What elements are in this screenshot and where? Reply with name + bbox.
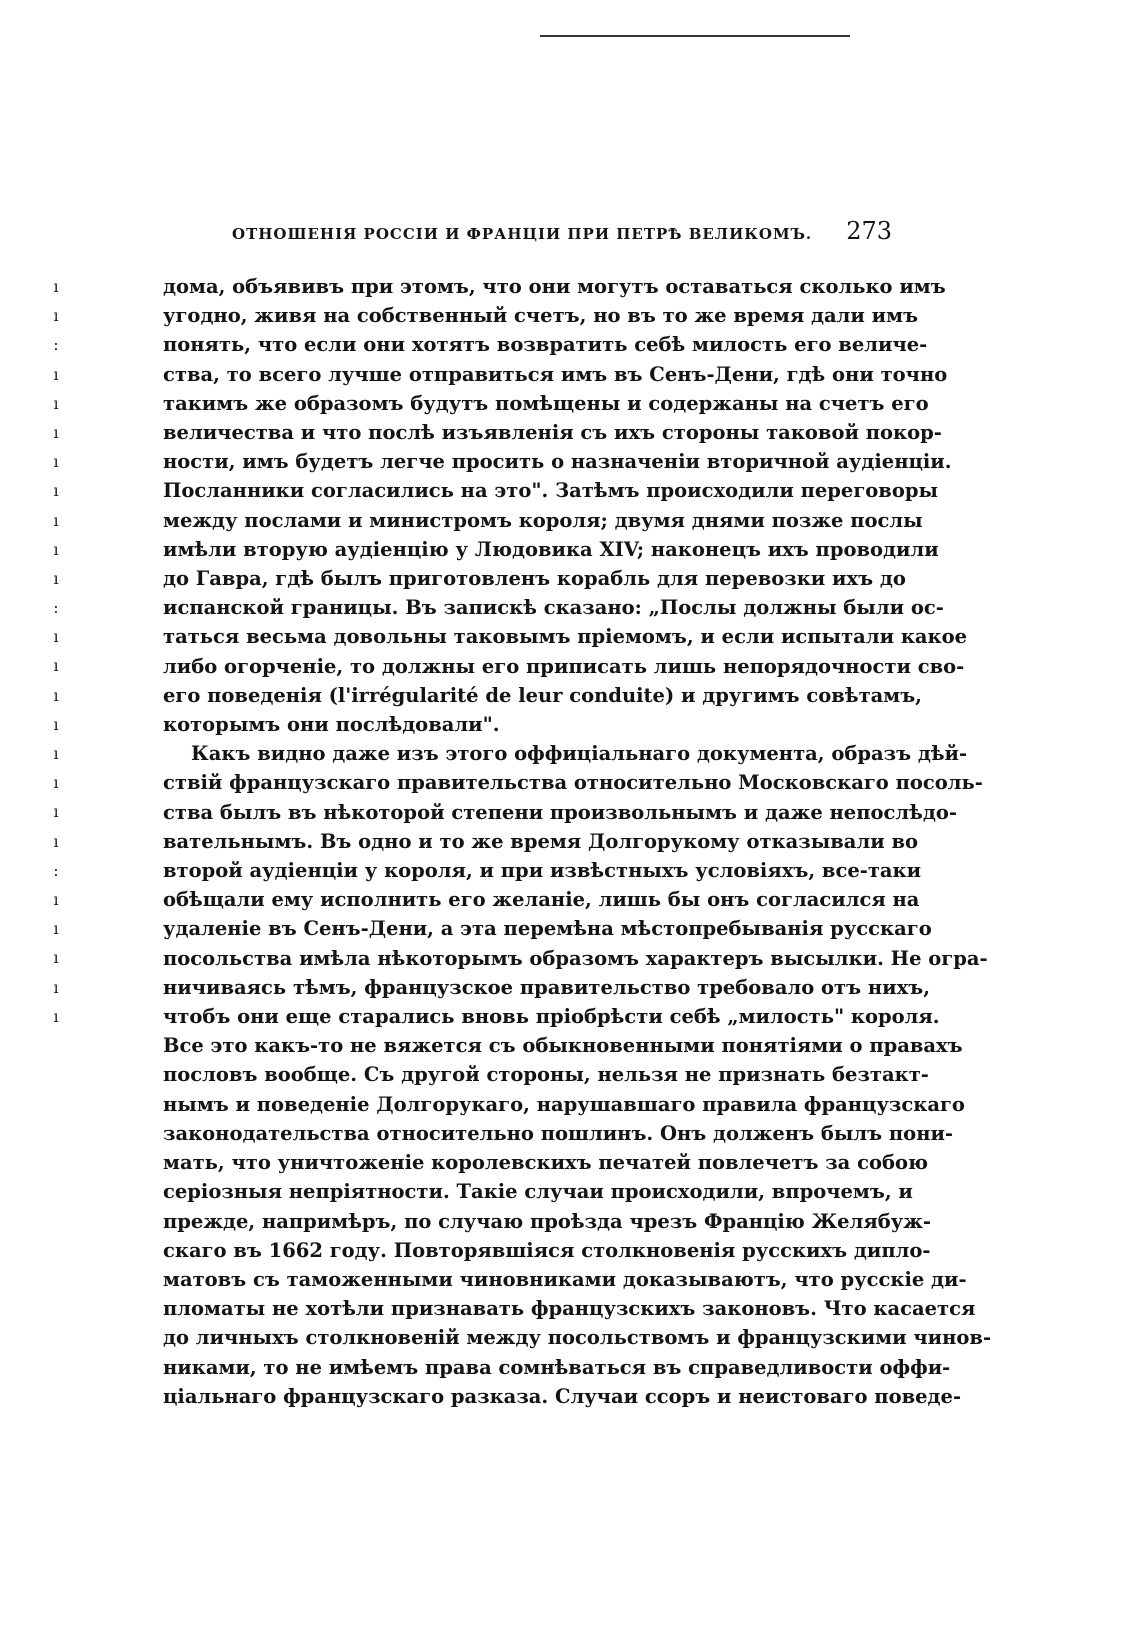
text-line: между послами и министромъ короля; двумя днями позже послы <box>163 508 923 532</box>
margin-mark: ı <box>53 452 59 472</box>
margin-mark: : <box>53 335 59 355</box>
text-line: ства былъ въ нѣкоторой степени произвольнымъ и даже непослѣдо- <box>163 800 957 824</box>
text-line: до личныхъ столкновеній между посольствомъ и французскими чинов- <box>163 1326 992 1350</box>
text-line: ства, то всего лучше отправиться имъ въ Сенъ-Дени, гдѣ они точно <box>163 362 948 386</box>
margin-mark: ı <box>53 568 59 588</box>
text-line: его поведенія (l'irrégularité de leur conduite) и другимъ совѣтамъ, <box>163 683 922 707</box>
text-line: Посланники согласились на это". Затѣмъ происходили переговоры <box>163 479 939 503</box>
margin-mark: ı <box>53 948 59 968</box>
text-line: ности, имъ будетъ легче просить о назначеніи вторичной аудіенціи. <box>163 450 952 474</box>
text-line: чтобъ они еще старались вновь пріобрѣсти себѣ „милость" короля. <box>163 1005 940 1029</box>
text-line: угодно, живя на собственный счетъ, но въ то же время дали имъ <box>163 304 919 328</box>
margin-mark: ı <box>53 481 59 501</box>
text-line: законодательства относительно пошлинъ. Онъ долженъ былъ пони- <box>163 1121 954 1145</box>
margin-mark: ı <box>53 393 59 413</box>
text-line: второй аудіенціи у короля, и при извѣстныхъ условіяхъ, все-таки <box>163 859 922 883</box>
page-header <box>232 217 892 245</box>
text-line: либо огорченіе, то должны его приписать лишь непорядочности сво- <box>163 654 965 678</box>
text-line: вательнымъ. Въ одно и то же время Долгорукому отказывали во <box>163 829 918 853</box>
text-line: мать, что уничтоженіе королевскихъ печатей повлечетъ за собою <box>163 1151 928 1175</box>
margin-mark: ı <box>53 919 59 939</box>
margin-mark: : <box>53 860 59 880</box>
text-line: ствій французскаго правительства относительно Московскаго посоль- <box>163 771 983 795</box>
margin-mark: ı <box>53 539 59 559</box>
margin-mark: ı <box>53 744 59 763</box>
top-rule <box>540 35 850 37</box>
text-line: которымъ они послѣдовали". <box>163 713 500 737</box>
margin-mark: ı <box>53 656 59 676</box>
margin-mark: : <box>53 598 59 618</box>
text-line: ничиваясь тѣмъ, французское правительство требовало отъ нихъ, <box>163 975 930 999</box>
margin-mark: ı <box>53 831 59 851</box>
text-line: скаго въ 1662 году. Повторявшіяся столкновенія русскихъ дипло- <box>163 1238 931 1262</box>
text-line: понять, что если они хотятъ возвратить себѣ милость его величе- <box>163 333 928 357</box>
text-line: таться весьма довольны таковымъ пріемомъ, и если испытали какое <box>163 625 968 649</box>
margin-mark: ı <box>53 364 59 384</box>
margin-mark: ı <box>53 1006 59 1026</box>
text-line: прежде, напримѣръ, по случаю проѣзда чрезъ Францію Желябуж- <box>163 1209 932 1233</box>
margin-mark: ı <box>53 306 59 326</box>
text-line: дома, объявивъ при этомъ, что они могутъ оставаться сколько имъ <box>163 275 946 298</box>
margin-mark: ı <box>53 714 59 734</box>
body-text <box>163 272 992 1411</box>
margin-mark: ı <box>53 422 59 442</box>
text-line: ціальнаго французскаго разказа. Случаи ссоръ и неистоваго поведе- <box>163 1384 962 1408</box>
text-line: обѣщали ему исполнить его желаніе, лишь бы онъ согласился на <box>163 888 920 912</box>
text-line: пломаты не хотѣли признавать французскихъ законовъ. Что касается <box>163 1297 976 1321</box>
text-line: Все это какъ-то не вяжется съ обыкновенными понятіями о правахъ <box>163 1034 963 1058</box>
margin-mark: ı <box>53 510 59 530</box>
text-line: никами, то не имѣемъ права сомнѣваться въ справедливости оффи- <box>163 1355 951 1379</box>
margin-mark: ı <box>53 685 59 705</box>
text-line: Какъ видно даже изъ этого оффиціальнаго документа, образъ дѣй- <box>191 742 968 766</box>
margin-mark: ı <box>53 802 59 822</box>
text-line: имѣли вторую аудіенцію у Людовика XIV; наконецъ ихъ проводили <box>163 537 939 561</box>
paragraph-1 <box>163 272 968 739</box>
paragraph-2 <box>163 739 992 1411</box>
text-line: посольства имѣла нѣкоторымъ образомъ характеръ высылки. Не огра- <box>163 946 988 970</box>
text-line: пословъ вообще. Съ другой стороны, нельзя не признать безтакт- <box>163 1063 929 1087</box>
text-line: величества и что послѣ изъявленія съ ихъ стороны таковой покор- <box>163 421 942 445</box>
text-line: нымъ и поведеніе Долгорукаго, нарушавшаго правила французскаго <box>163 1092 965 1116</box>
text-line: испанской границы. Въ запискѣ сказано: „Послы должны были ос- <box>163 596 944 620</box>
running-title: ОТНОШЕНІЯ РОССІИ И ФРАНЦІИ ПРИ ПЕТРѢ ВЕЛИКОМЪ. <box>232 225 813 243</box>
margin-mark: ı <box>53 889 59 909</box>
text-line: такимъ же образомъ будутъ помѣщены и содержаны на счетъ его <box>163 391 929 415</box>
margin-mark: ı <box>53 977 59 997</box>
margin-mark: ı <box>53 277 59 296</box>
text-line: серіозныя непріятности. Такіе случаи происходили, впрочемъ, и <box>163 1180 913 1204</box>
text-line: удаленіе въ Сенъ-Дени, а эта перемѣна мѣстопребыванія русскаго <box>163 917 932 941</box>
margin-marks <box>52 272 60 1031</box>
page-number: 273 <box>846 217 892 245</box>
text-line: до Гавра, гдѣ былъ приготовленъ корабль для перевозки ихъ до <box>163 567 906 591</box>
margin-mark: ı <box>53 627 59 647</box>
text-line: матовъ съ таможенными чиновниками доказываютъ, что русскіе ди- <box>163 1267 967 1291</box>
margin-mark: ı <box>53 773 59 793</box>
